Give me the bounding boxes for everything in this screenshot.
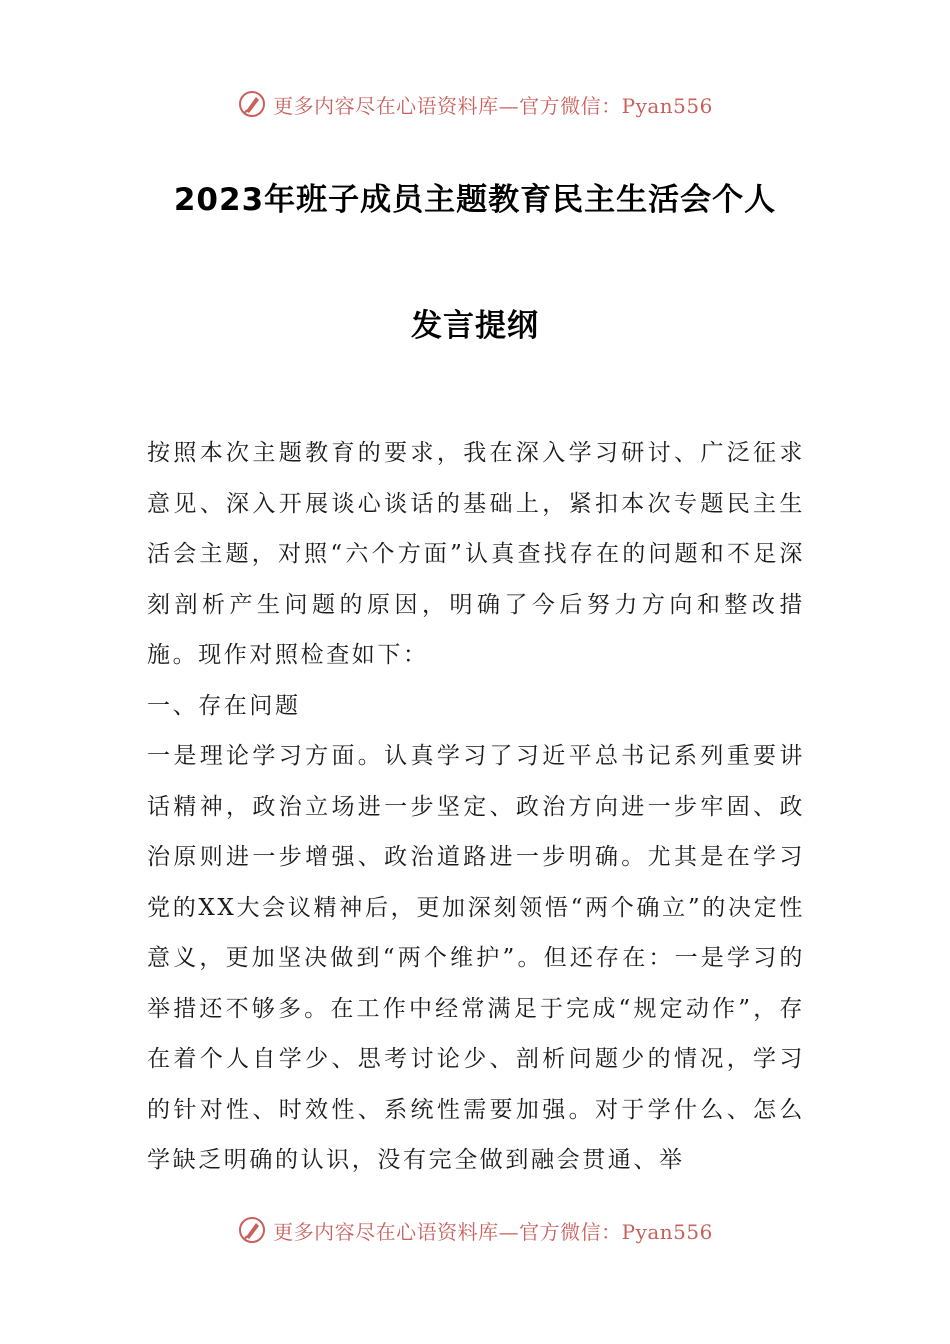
- pen-nib-logo-icon: [237, 89, 267, 119]
- watermark-text: 更多内容尽在心语资料库—官方微信：Pyan556: [273, 1219, 713, 1244]
- header-watermark: [0, 84, 950, 124]
- pen-nib-logo-icon: [237, 1215, 267, 1245]
- document-title-line-1: 2023年班子成员主题教育民主生活会个人: [173, 182, 777, 218]
- footer-watermark: [0, 1210, 950, 1250]
- section-heading: 一、存在问题: [147, 692, 301, 719]
- document-body: [147, 428, 805, 1186]
- watermark-text: 更多内容尽在心语资料库—官方微信：Pyan556: [273, 93, 713, 118]
- paragraph: 按照本次主题教育的要求，我在深入学习研讨、广泛征求意见、深入开展谈心谈话的基础上，紧扣本次专题民主生活会主题，对照“六个方面”认真查找存在的问题和不足深刻剖析产生问题的原因，明确了今后努力方向和整改措施。现作对照检查如下：: [147, 440, 805, 668]
- paragraph: 一是理论学习方面。认真学习了习近平总书记系列重要讲话精神，政治立场进一步坚定、政治方向进一步牢固、政治原则进一步增强、政治道路进一步明确。尤其是在学习党的XX大会议精神后，更加深刻领悟“两个确立”的决定性意义，更加坚决做到“两个维护”。但还存在：一是学习的举措还不够多。在工作中经常满足于完成“规定动作”，存在着个人自学少、思考讨论少、剖析问题少的情况，学习的针对性、时效性、系统性需要加强。对于学什么、怎么学缺乏明确的认识，没有完全做到融会贯通、举: [147, 743, 805, 1173]
- document-title-line-2: 发言提纲: [411, 308, 539, 344]
